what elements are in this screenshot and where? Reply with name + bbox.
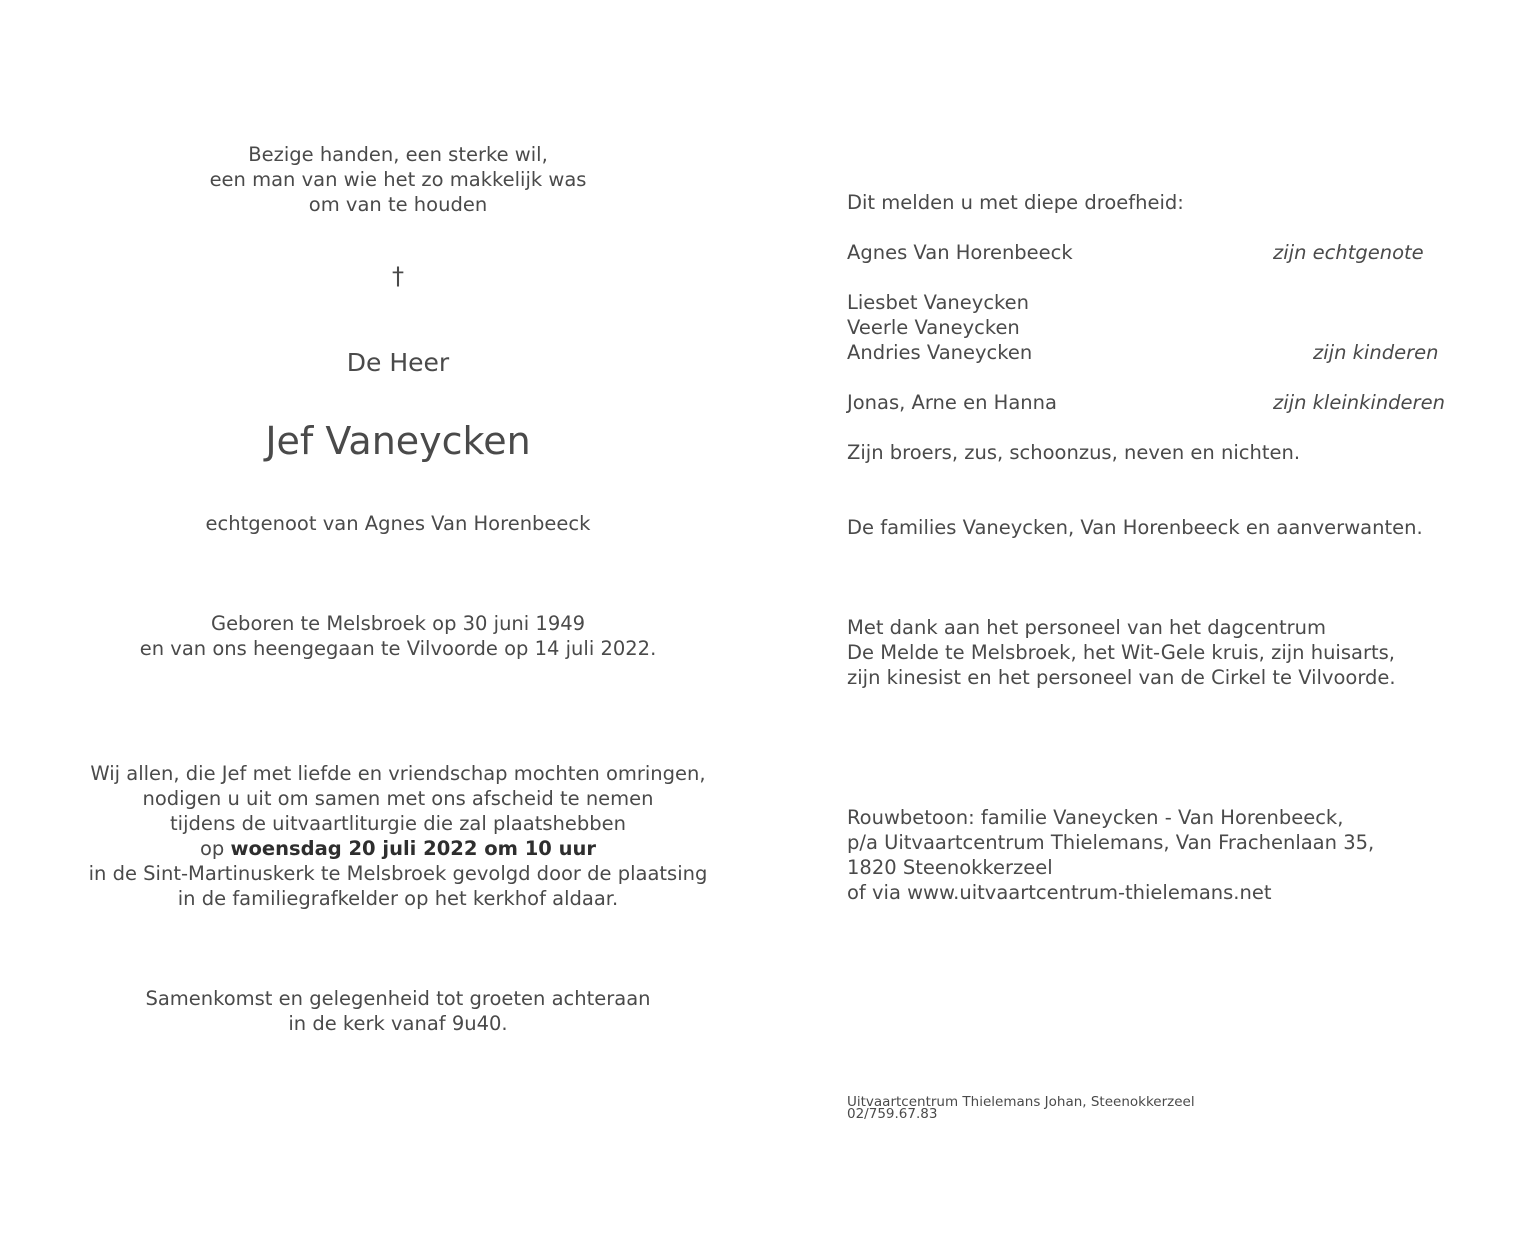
thanks-line: De Melde te Melsbroek, het Wit-Gele kruis, zijn huisarts, — [847, 641, 1395, 664]
families: De families Vaneycken, Van Horenbeeck en aanverwanten. — [847, 516, 1423, 539]
invitation-line: in de familiegrafkelder op het kerkhof aldaar. — [177, 887, 619, 910]
mourner-name: Liesbet Vaneycken — [847, 291, 1030, 314]
invitation-line: Wij allen, die Jef met liefde en vriendschap mochten omringen, — [90, 762, 706, 785]
thanks-line: zijn kinesist en het personeel van de Cirkel te Vilvoorde. — [847, 666, 1396, 689]
invitation-date-line — [68, 836, 728, 861]
poem-line: Bezige handen, een sterke wil, — [248, 143, 548, 166]
funeral-date: woensdag 20 juli 2022 om 10 uur — [230, 837, 597, 860]
death-line: en van ons heengegaan te Vilvoorde op 14 juli 2022. — [139, 637, 657, 660]
mourner-name: Agnes Van Horenbeeck — [847, 241, 1073, 264]
spouse-line: echtgenoot van Agnes Van Horenbeeck — [205, 512, 591, 535]
cross-icon: † — [392, 262, 404, 290]
mourner-name: Veerle Vaneycken — [847, 316, 1020, 339]
invitation-line: tijdens de uitvaartliturgie die zal plaatshebben — [170, 812, 626, 835]
condolences-line: Rouwbetoon: familie Vaneycken - Van Horenbeeck, — [847, 806, 1344, 829]
mourner-relation: zijn kleinkinderen — [1273, 391, 1445, 414]
footer-phone: 02/759.67.83 — [847, 1106, 938, 1122]
thanks-line: Met dank aan het personeel van het dagcentrum — [847, 616, 1326, 639]
condolences-line: 1820 Steenokkerzeel — [847, 856, 1053, 879]
mourner-name: Jonas, Arne en Hanna — [847, 391, 1057, 414]
gathering-line: Samenkomst en gelegenheid tot groeten achteraan — [145, 987, 651, 1010]
mourner-relation: zijn kinderen — [1313, 341, 1439, 364]
invitation-date-prefix: op — [199, 837, 225, 860]
mourner-name: Andries Vaneycken — [847, 341, 1033, 364]
deceased-name: Jef Vaneycken — [265, 419, 531, 463]
siblings: Zijn broers, zus, schoonzus, neven en nichten. — [847, 441, 1301, 464]
invitation-line: nodigen u uit om samen met ons afscheid te nemen — [142, 787, 654, 810]
condolences-line: p/a Uitvaartcentrum Thielemans, Van Frachenlaan 35, — [847, 831, 1375, 854]
title: De Heer — [346, 348, 450, 377]
poem-line: om van te houden — [308, 193, 488, 216]
intro: Dit melden u met diepe droefheid: — [847, 191, 1184, 214]
gathering-line: in de kerk vanaf 9u40. — [288, 1012, 508, 1035]
birth-line: Geboren te Melsbroek op 30 juni 1949 — [210, 612, 586, 635]
footer-company: Uitvaartcentrum Thielemans Johan, Steenokkerzeel — [847, 1094, 1195, 1110]
poem-line: een man van wie het zo makkelijk was — [209, 168, 587, 191]
invitation-line: in de Sint-Martinuskerk te Melsbroek gevolgd door de plaatsing — [88, 862, 708, 885]
condolences-website: of via www.uitvaartcentrum-thielemans.net — [847, 881, 1272, 904]
mourner-relation: zijn echtgenote — [1273, 241, 1424, 264]
